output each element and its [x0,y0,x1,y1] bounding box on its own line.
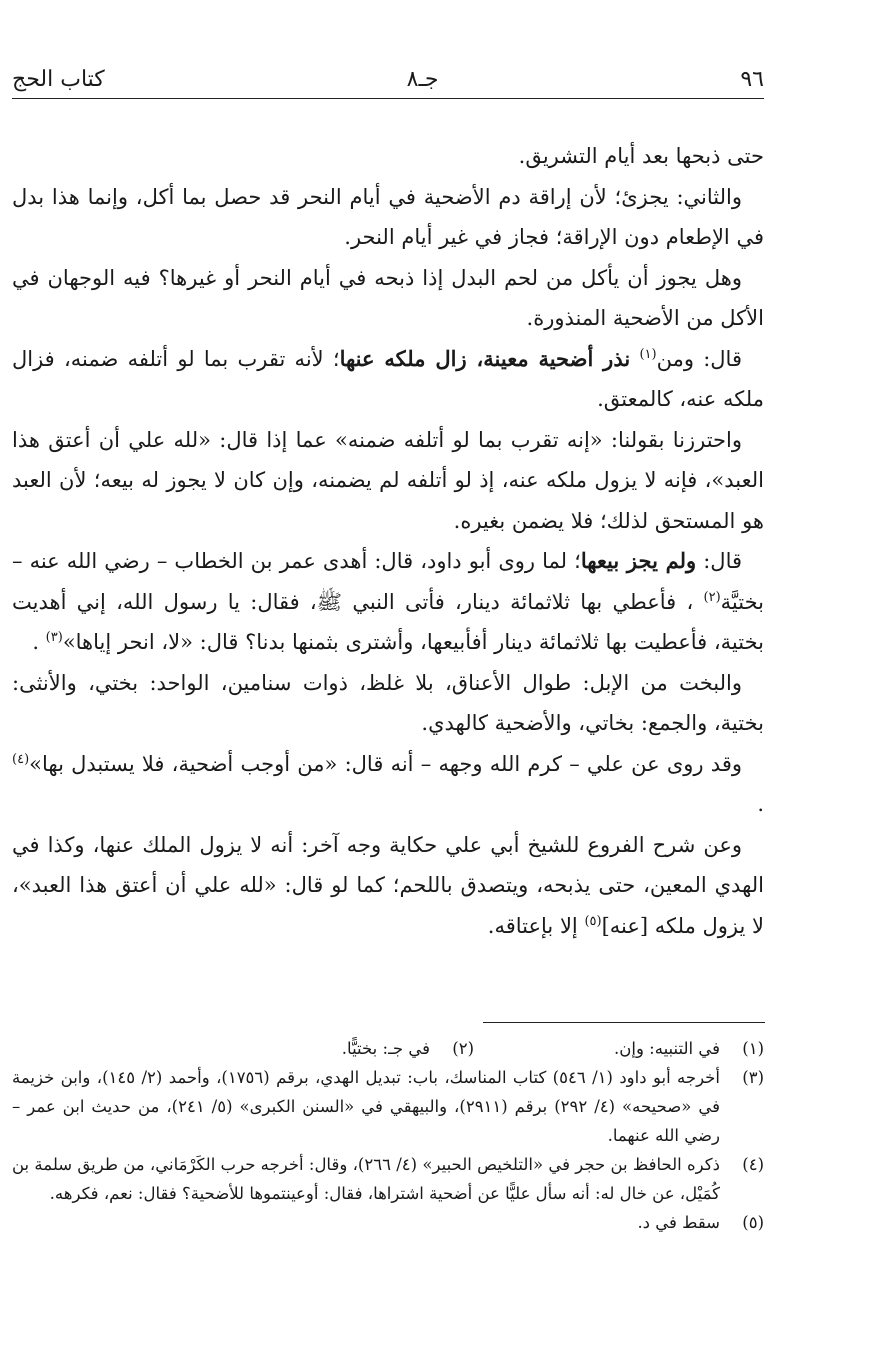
text-run: واحترزنا بقولنا: «إنه تقرب بما لو أتلفه ضمنه» عما إذا قال: «لله علي أن أعتق هذا العبد»، فإنه لا يزول ملكه عنه، إذ لو أتلفه لم يضمنه، وإن كان لا يجوز له بيعه؛ لأن العبد هو المستحق لذلك؛ فلا يضمن بغيره. [12,427,764,533]
text-run: وقد روى عن علي – كرم الله وجهه – أنه قال: «من أوجب أضحية، فلا يستبدل بها» [29,751,742,776]
paragraph [12,420,764,542]
text-run: ، فأعطي بها ثلاثمائة دينار، فأتى النبي ﷺ، فقال: يا رسول الله، إني أهديت بختية، فأعطيت بها ثلاثمائة دينار أفأبيعها، وأشترى بثمنها بدنا؟ قال: «لا، انحر إياها» [12,589,764,654]
footnote-number: (٥) [742,1213,764,1232]
footnote-number: (٣) [742,1068,764,1087]
footnote-text: في جـ: بختيًّا. [341,1039,430,1058]
paragraph [12,339,764,420]
bold-phrase: نذر أضحية معينة، زال ملكه عنها [339,345,631,371]
footnote-number: (١) [742,1039,764,1058]
paragraph [12,825,764,947]
text-run: قال: [696,549,743,573]
text-run: والبخت من الإبل: طوال الأعناق، بلا غلظ، ذوات سنامين، الواحد: بختي، والأنثى: بختية، والجمع: بخاتي، والأضحية كالهدي. [12,670,764,735]
footnote-3 [12,1063,764,1150]
footnote-number: (٤) [742,1155,764,1174]
footnote-ref: (٢) [703,589,721,605]
text-run: ؛ لأنه تقرب بما لو أتلفه ضمنه، فزال ملكه عنه، كالمعتق. [12,346,764,411]
paragraph [12,744,764,825]
text-run: . [32,630,46,654]
footnotes [12,1034,764,1237]
footnote-4 [12,1150,764,1208]
footnote-text: سقط في د. [637,1213,720,1232]
footnote-5 [12,1208,764,1237]
footnote-2 [184,1034,474,1063]
text-run: وهل يجوز أن يأكل من لحم البدل إذا ذبحه في أيام النحر أو غيرها؟ فيه الوجهان في الأكل من الأضحية المنذورة. [12,265,764,330]
running-header [12,62,764,96]
text-run: وعن شرح الفروع للشيخ أبي علي حكاية وجه آخر: أنه لا يزول الملك عنها، وكذا في الهدي المعين، حتى يذبحه، ويتصدق باللحم؛ كما لو قال: «لله علي أن أعتق هذا العبد»، لا يزول ملكه [عنه] [12,832,764,938]
footnote-number: (٢) [452,1039,474,1058]
text-run: إلا بإعتاقه. [487,913,585,938]
paragraph [12,177,764,258]
text-run: والثاني: يجزئ؛ لأن إراقة دم الأضحية في أيام النحر قد حصل بما أكل، وإنما هذا بدل في الإطعام دون الإراقة؛ فجاز في غير أيام النحر. [12,184,764,249]
text-run: ؛ لما روى أبو داود، قال: أهدى عمر بن الخطاب – رضي الله عنه – بختيَّة [12,549,764,614]
footnote-ref: (١) [639,346,657,362]
text-run: قال: ومن [656,346,742,371]
page-number: ٩٦ [740,66,764,92]
footnote-rule [483,1022,765,1023]
bold-phrase: ولم يجز بيعها [580,548,697,573]
paragraph [12,258,764,339]
volume-label: جـ٨ [406,66,439,92]
text-run: حتى ذبحها بعد أيام التشريق. [518,144,764,168]
footnote-1 [474,1034,764,1063]
paragraph [12,136,764,177]
main-text [12,136,764,946]
book-title: كتاب الحج [12,66,105,92]
footnote-row-1-2 [12,1034,764,1063]
paragraph [12,541,764,663]
text-run: . [757,792,764,816]
footnote-ref: (٣) [45,630,63,645]
header-rule [12,98,764,99]
footnote-text: في التنبيه: وإن. [614,1039,720,1058]
footnote-ref: (٥) [584,913,602,929]
paragraph [12,663,764,744]
footnote-ref: (٤) [12,751,30,767]
footnote-text: أخرجه أبو داود (١/ ٥٤٦) كتاب المناسك، باب: تبديل الهدي، برقم (١٧٥٦)، وأحمد (٢/ ١٤٥)، وابن خزيمة في «صحيحه» (٤/ ٢٩٢) برقم (٢٩١١)، والبيهقي في «السنن الكبرى» (٥/ ٢٤١)، من حديث ابن عمر –رضي الله عنهما. [12,1068,720,1145]
footnote-text: ذكره الحافظ بن حجر في «التلخيص الحبير» (٤/ ٢٦٦)، وقال: أخرجه حرب الكَرْمَاني، من طريق سلمة بن كُمَيْل، عن خال له: أنه سأل عليًّا عن أضحية اشتراها، فقال: أوعينتموها للأضحية؟ فقال: نعم، فكرهه. [12,1155,720,1203]
